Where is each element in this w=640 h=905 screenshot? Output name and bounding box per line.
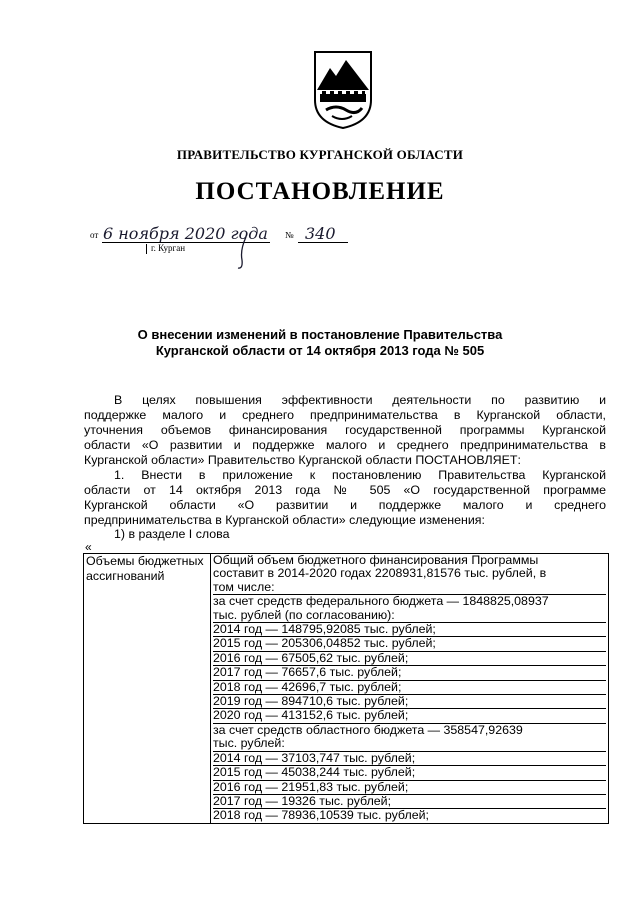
budget-line: том числе:	[213, 581, 606, 595]
budget-line: за счет средств федерального бюджета — 1848825,08937	[213, 594, 549, 609]
budget-line: Общий объем бюджетного финансирования Программы	[213, 553, 539, 567]
handwritten-date: 6 ноября 2020 года	[103, 224, 268, 243]
item-1-line: 1. Внести в приложение к постановлению Правительства Курганской	[114, 468, 606, 482]
budget-line: 2016 год — 67505,62 тыс. рублей;	[213, 652, 606, 666]
place-name: г. Курган	[151, 243, 186, 253]
budget-line: 2019 год — 894710,6 тыс. рублей;	[213, 695, 606, 709]
item-1-line: области от 14 октября 2013 года № 505 «О государственной программе	[84, 483, 606, 497]
budget-line: 2014 год — 37103,747 тыс. рублей;	[213, 752, 606, 766]
budget-line: 2015 год — 205306,04852 тыс. рублей;	[213, 637, 606, 651]
item-1-line: Курганской области «О развитии и поддержке малого и среднего	[84, 498, 606, 512]
budget-line: 2018 год — 42696,7 тыс. рублей;	[213, 681, 606, 695]
quote-open-mark: «	[85, 540, 92, 554]
number-underline	[298, 242, 348, 243]
number-label: №	[285, 230, 294, 240]
handwritten-stroke	[236, 236, 250, 270]
budget-line: 2014 год — 148795,92085 тыс. рублей;	[213, 623, 606, 637]
document-subject	[80, 327, 560, 359]
budget-label-cell: Объемы бюджетных ассигнований	[84, 554, 211, 824]
budget-line: 2018 год — 78936,10539 тыс. рублей;	[213, 808, 429, 823]
budget-line: 2017 год — 76657,6 тыс. рублей;	[213, 666, 606, 680]
budget-values-cell	[211, 554, 609, 824]
handwritten-number: 340	[305, 224, 336, 243]
preamble-line: уточнения объемов финансирования государственной программы Курганской	[84, 423, 606, 437]
budget-line: 2016 год — 21951,83 тыс. рублей;	[213, 781, 606, 795]
subject-line-2: Курганской области от 14 октября 2013 года № 505	[155, 343, 485, 358]
table-row	[84, 554, 609, 824]
item-1-paragraph	[84, 468, 606, 528]
date-from-label: от	[90, 230, 99, 240]
preamble-paragraph	[84, 393, 606, 468]
item-1-line: предпринимательства в Курганской области» следующие изменения:	[84, 513, 485, 527]
government-name: ПРАВИТЕЛЬСТВО КУРГАНСКОЙ ОБЛАСТИ	[176, 147, 464, 162]
preamble-line: области «О развитии и поддержке малого и среднего предпринимательства в	[84, 438, 606, 452]
budget-line: за счет средств областного бюджета — 358547,92639	[213, 722, 523, 737]
budget-table	[83, 553, 609, 824]
preamble-line: поддержке малого и среднего предпринимательства в Курганской области,	[84, 408, 606, 422]
preamble-line: В целях повышения эффективности деятельности по развитию и	[114, 393, 606, 407]
budget-line: 2017 год — 19326 тыс. рублей;	[213, 795, 606, 809]
subject-line-1: О внесении изменений в постановление Правительства	[137, 327, 503, 342]
budget-line: тыс. рублей (по согласованию):	[213, 609, 606, 623]
preamble-line: Курганской области» Правительство Курганской области ПОСТАНОВЛЯЕТ:	[84, 453, 521, 467]
subitem-1: 1) в разделе I слова	[114, 527, 230, 541]
place-divider	[146, 244, 147, 254]
document-title: ПОСТАНОВЛЕНИЕ	[195, 178, 445, 205]
coat-of-arms-emblem	[312, 50, 374, 130]
budget-line: тыс. рублей:	[213, 737, 606, 751]
budget-line: 2020 год — 413152,6 тыс. рублей;	[213, 709, 606, 723]
budget-line: 2015 год — 45038,244 тыс. рублей;	[213, 766, 606, 780]
budget-line: составит в 2014-2020 годах 2208931,81576 тыс. рублей, в	[213, 566, 547, 581]
